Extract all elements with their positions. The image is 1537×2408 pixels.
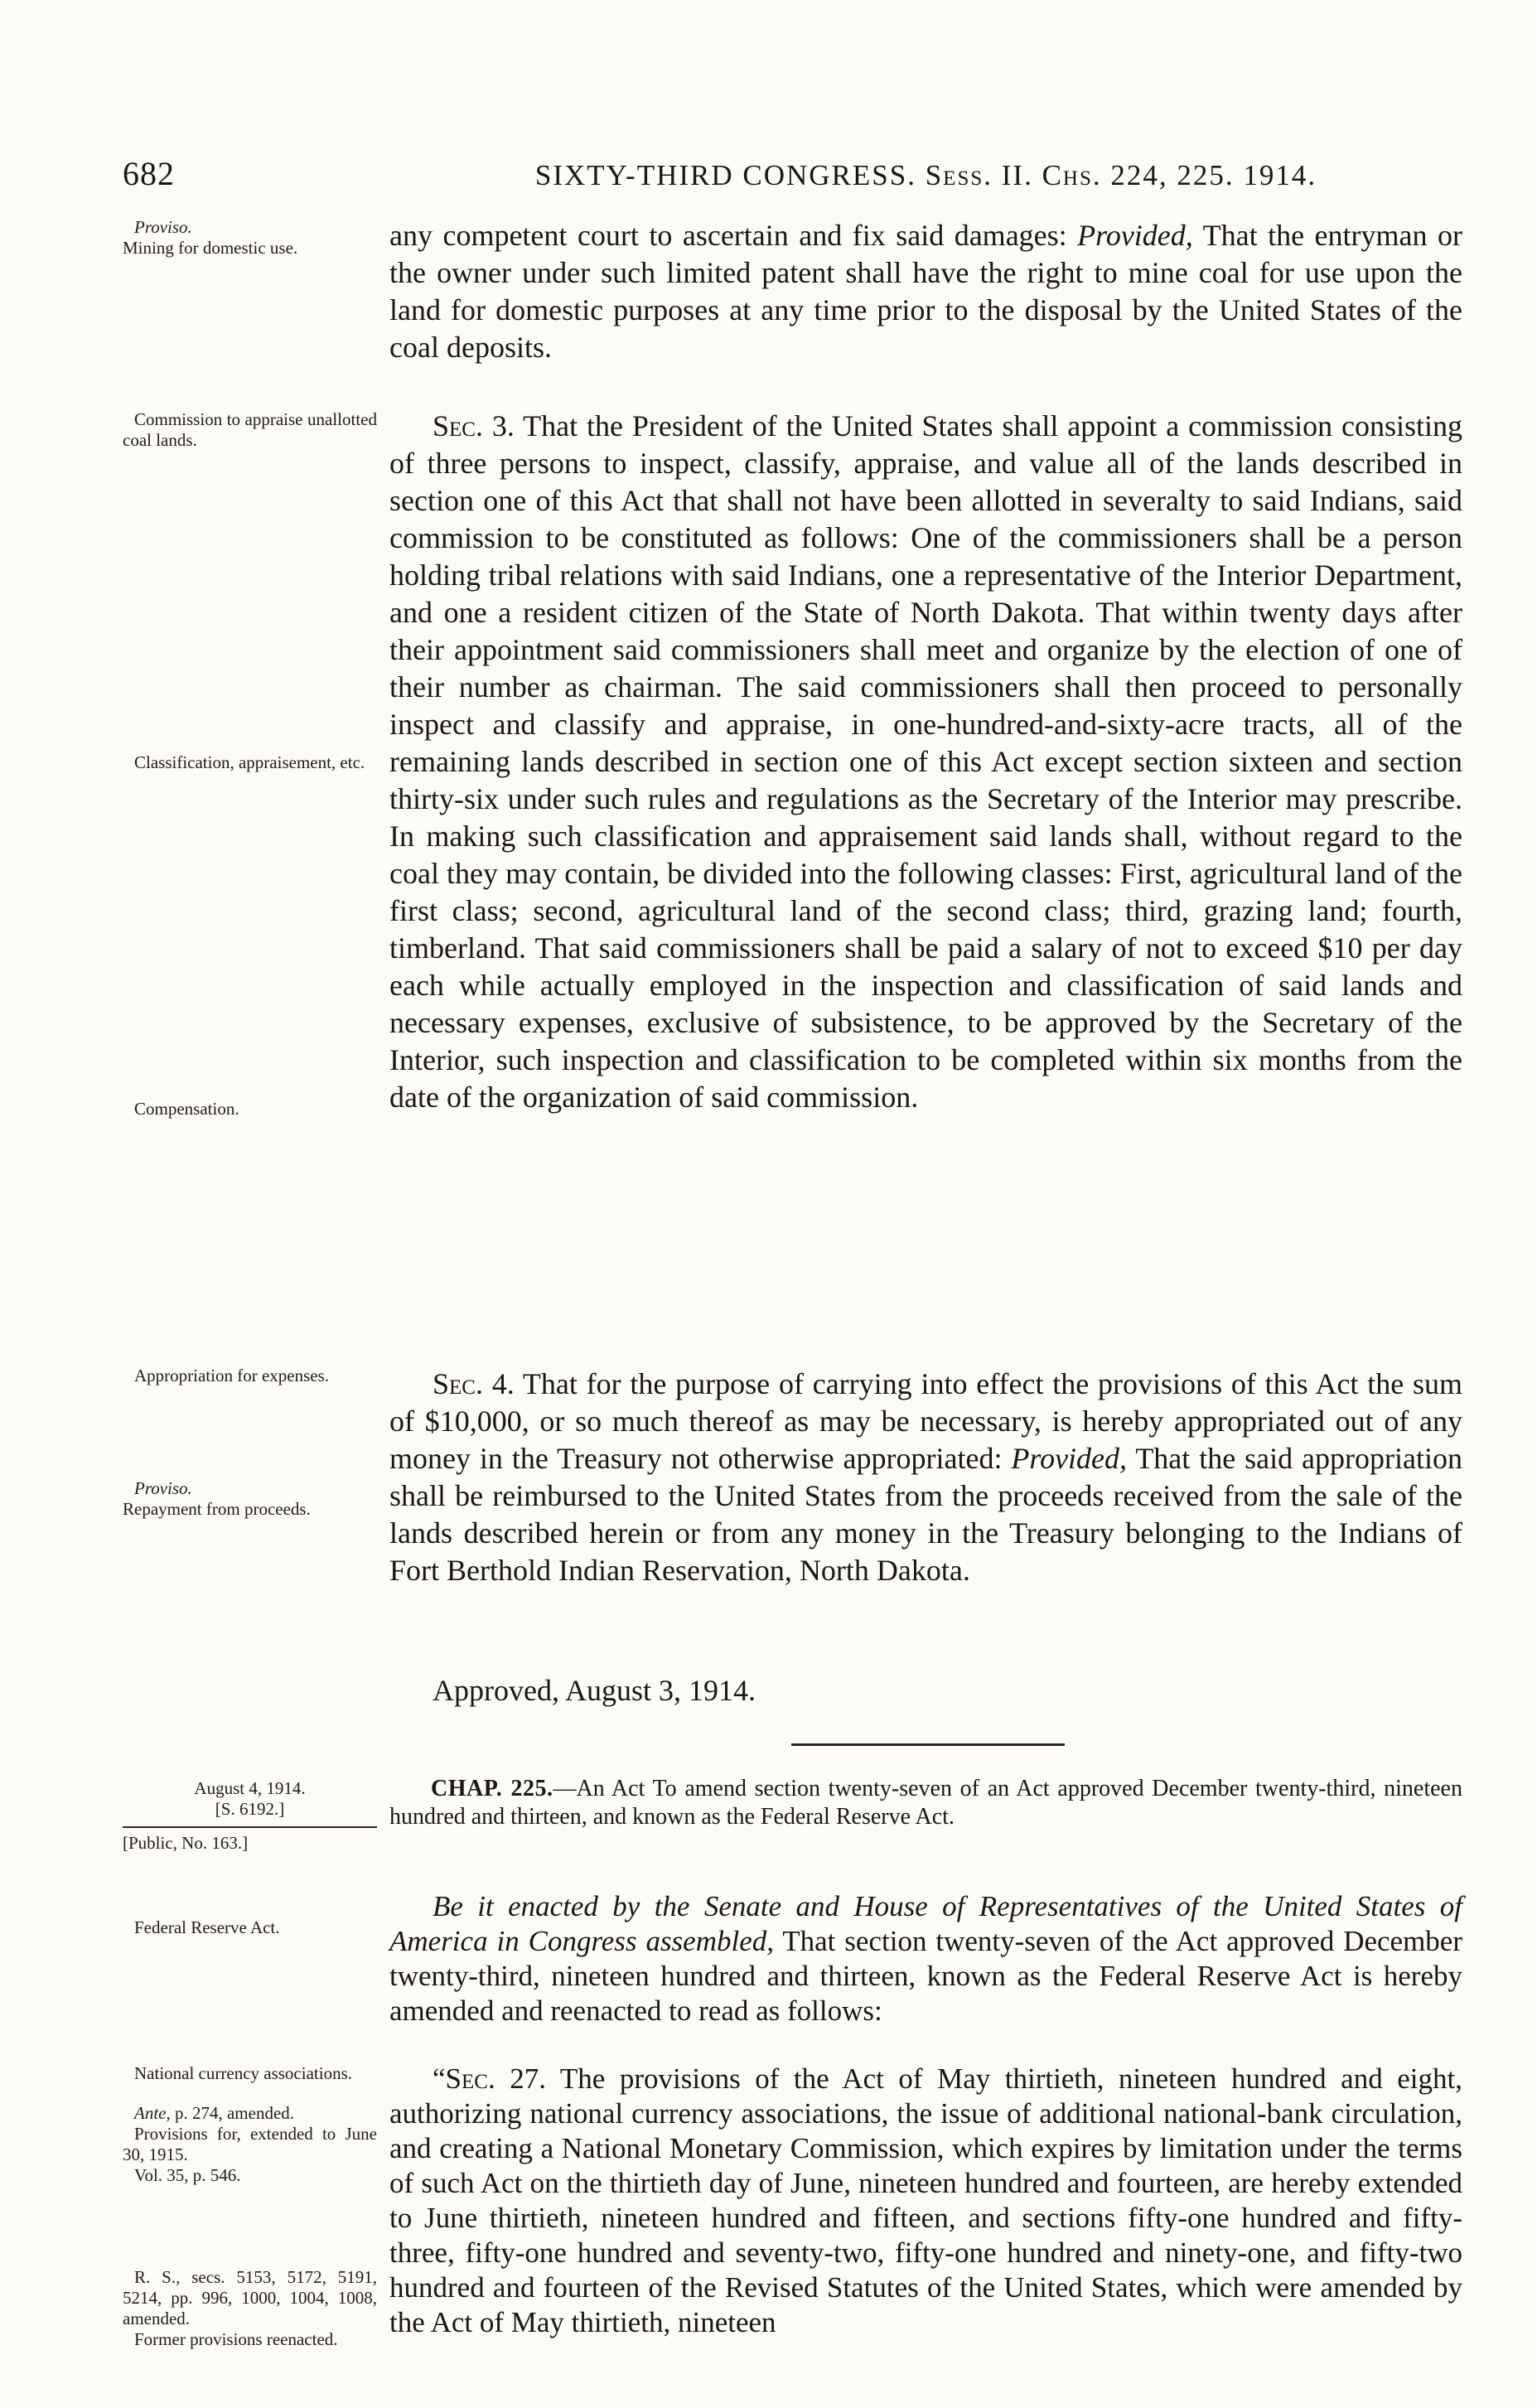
section-3-paragraph xyxy=(389,408,1462,1116)
approved-line: Approved, August 3, 1914. xyxy=(433,1674,756,1707)
stamp-rule xyxy=(123,1826,377,1828)
margin-note-compensation xyxy=(123,1099,377,1119)
damages-text-1: any competent court to ascertain and fix said damages: xyxy=(389,219,1078,252)
section-4-paragraph xyxy=(389,1366,1462,1589)
note-proviso-label-2: Proviso. xyxy=(134,1478,192,1498)
margin-note-proviso-repayment xyxy=(123,1478,377,1520)
proviso-term-2: Provided, xyxy=(1011,1442,1128,1475)
note-ante-rest: p. 274, amended. xyxy=(170,2103,295,2123)
note-appropriation-text: Appropriation for expenses. xyxy=(134,1366,330,1385)
section-27-paragraph xyxy=(389,2062,1462,2340)
section-4-text-2: That the said appropriation shall be reimbursed to the United States from the proceeds received from the sale of the lands described herein or from any money in the Treasury belonging to the Indians of Fort Berthold Indian Reservation, North Dakota. xyxy=(389,1442,1463,1587)
note-ante-line xyxy=(123,2103,377,2124)
note-repayment-text: Repayment from proceeds. xyxy=(123,1499,311,1519)
note-former-provisions: Former provisions reenacted. xyxy=(134,2329,338,2349)
public-law-number: [Public, No. 163.] xyxy=(123,1833,249,1853)
note-national-currency-text: National currency associations. xyxy=(134,2063,352,2083)
section-3-label: Sec. xyxy=(433,409,483,442)
section-3-text: 3. That the President of the United States shall appoint a commission consisting of three persons to inspect, classify, appraise, and value all of the lands described in section one of this Act that shall not have been allotted in severalty to said Indians, said commission to be constituted as follows: One of the commissioners shall be a person holding tribal relations with said Indians, one a representative of the Interior Department, and one a resident citizen of the State of North Dakota. That within twenty days after their appointment said commissioners shall meet and organize by the election of one of their number as chairman. The said commissioners shall then proceed to personally inspect and classify and appraise, in one-hundred-and-sixty-acre tracts, all of the remaining lands described in section one of this Act except section sixteen and section thirty-six under such rules and regulations as the Secretary of the Interior may prescribe. In making such classification and appraisement said lands shall, without regard to the coal they may contain, be divided into the following classes: First, agricultural land of the first class; second, agricultural land of the second class; third, grazing land; fourth, timberland. That said commissioners shall be paid a salary of not to exceed $10 per day each while actually employed in the inspection and classification of said lands and necessary expenses, exclusive of subsistence, to be approved by the Secretary of the Interior, such inspection and classification to be completed within six months from the date of the organization of said commission. xyxy=(389,409,1462,1114)
enacting-clause-italic: Be it enacted by the Senate and House of Representatives of the United States of America in Congress assembled, xyxy=(389,1890,1462,1957)
paragraph-damages-proviso xyxy=(389,217,1462,366)
bill-number: [S. 6192.] xyxy=(215,1799,285,1819)
proviso-term: Provided, xyxy=(1077,219,1193,252)
section-27-text: 27. The provisions of the Act of May thirtieth, nineteen hundred and eight, authorizing national currency associations, the issue of additional national-bank circulation, and creating a National Monetary Commission, which expires by limitation under the terms of such Act on the thirtieth day of June, nineteen hundred and fourteen, are hereby extended to June thirtieth, nineteen hundred and fifteen, and sections fifty-one hundred and fifty-three, fifty-one hundred and seventy-two, fifty-one hundred and ninety-one, and fifty-two hundred and fourteen of the Revised Statutes of the United States, which were amended by the Act of May thirtieth, nineteen xyxy=(389,2062,1462,2338)
margin-note-federal-reserve xyxy=(123,1917,377,1938)
margin-note-national-currency xyxy=(123,2063,377,2084)
section-4-text-1: 4. That for the purpose of carrying into effect the provisions of this Act the sum of $10,000, or so much thereof as may be necessary, is hereby appropriated out of any money in the Treasury not otherwise appropriated: xyxy=(389,1367,1462,1475)
margin-note-ante-citation xyxy=(123,2103,377,2186)
note-federal-reserve-text: Federal Reserve Act. xyxy=(134,1917,280,1937)
margin-note-revised-statutes xyxy=(123,2267,377,2350)
page-number: 682 xyxy=(123,155,175,192)
note-commission-text: Commission to appraise unallotted coal lands. xyxy=(123,409,377,450)
section-4-label: Sec. xyxy=(433,1367,483,1400)
running-head: SIXTY-THIRD CONGRESS. Sess. II. Chs. 224, 225. 1914. xyxy=(534,159,1317,191)
note-proviso-label: Proviso. xyxy=(134,217,192,237)
damages-text-2: That the entryman or the owner under such limited patent shall have the right to mine coal for use upon the land for domestic purposes at any time prior to the disposal by the United States of the coal deposits. xyxy=(389,219,1462,364)
note-classification-text: Classification, appraisement, etc. xyxy=(134,752,365,772)
enacting-clause-roman: That section twenty-seven of the Act approved December twenty-third, nineteen hundred and thirteen, known as the Federal Reserve Act is hereby amended and reenacted to read as follows: xyxy=(389,1925,1462,2027)
note-compensation-text: Compensation. xyxy=(134,1099,239,1119)
margin-note-classification xyxy=(123,752,377,773)
note-proviso-mining-text: Mining for domestic use. xyxy=(123,238,298,258)
note-volume-citation: Vol. 35, p. 546. xyxy=(134,2165,241,2185)
margin-note-appropriation xyxy=(123,1366,377,1386)
margin-note-proviso-mining xyxy=(123,217,377,259)
note-rs-sections: R. S., secs. 5153, 5172, 5191, 5214, pp. 996, 1000, 1004, 1008, amended. xyxy=(123,2267,377,2328)
enacting-clause xyxy=(389,1889,1462,2028)
note-ante-label: Ante, xyxy=(134,2103,171,2123)
margin-note-commission xyxy=(123,409,377,451)
chapter-225-heading xyxy=(389,1775,1462,1831)
chapter-divider-rule xyxy=(791,1743,1065,1746)
section-27-label: “Sec. xyxy=(433,2062,495,2095)
act-date: August 4, 1914. xyxy=(194,1778,306,1798)
margin-note-act-stamp xyxy=(123,1778,377,1854)
note-provisions-extended: Provisions for, extended to June 30, 1915. xyxy=(123,2124,377,2164)
chapter-225-title: —An Act To amend section twenty-seven of an Act approved December twenty-third, nineteen hundred and thirteen, and known as the Federal Reserve Act. xyxy=(389,1776,1462,1830)
chapter-225-label: CHAP. 225. xyxy=(431,1776,553,1801)
